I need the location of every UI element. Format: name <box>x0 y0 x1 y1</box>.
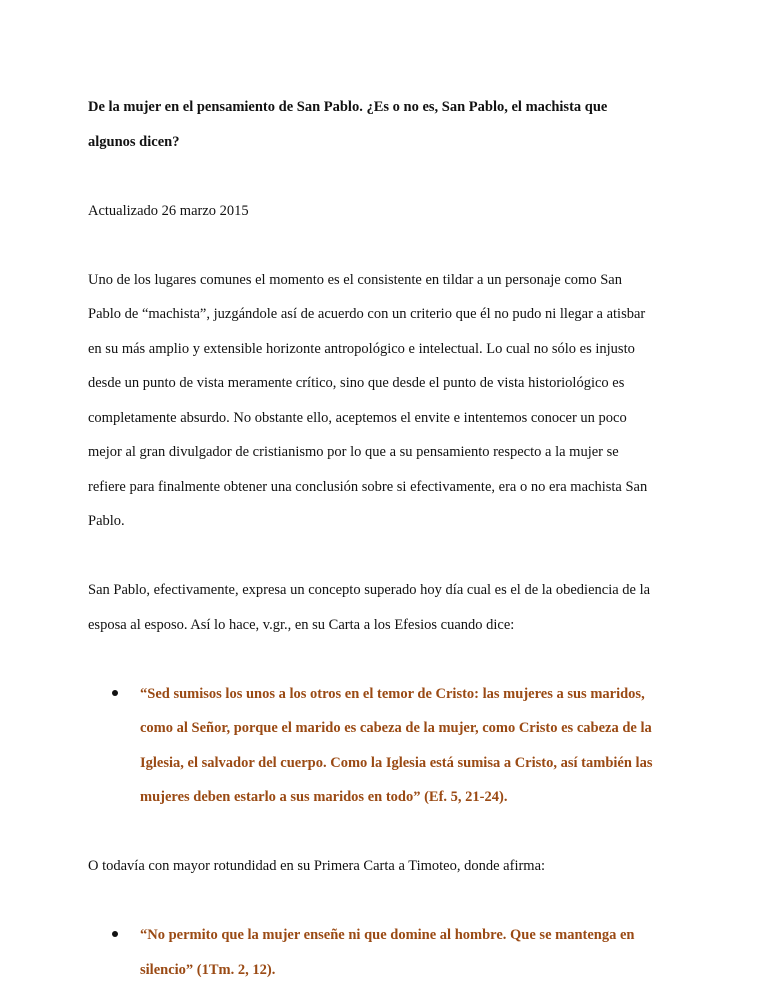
quote-line: “No permito que la mujer enseñe ni que domine al hombre. Que se mantenga en <box>140 927 635 943</box>
bullet-icon <box>112 931 118 937</box>
text-line: Pablo de “machista”, juzgándole así de acuerdo con un criterio que él no pudo ni llegar a atisbar <box>88 306 646 322</box>
text-line: Pablo. <box>88 513 125 529</box>
quote-line: silencio” (1Tm. 2, 12). <box>140 961 276 978</box>
title-line: algunos dicen? <box>88 133 180 150</box>
text-line: desde un punto de vista meramente crítico, sino que desde el punto de vista historiológico es <box>88 375 625 391</box>
title-line: De la mujer en el pensamiento de San Pablo. ¿Es o no es, San Pablo, el machista que <box>88 99 608 115</box>
text-line: O todavía con mayor rotundidad en su Primera Carta a Timoteo, donde afirma: <box>88 858 546 874</box>
quote-line: Iglesia, el salvador del cuerpo. Como la Iglesia está sumisa a Cristo, así también las <box>140 754 653 771</box>
document-title <box>88 90 688 159</box>
quote-timothy <box>88 918 688 987</box>
text-line: mejor al gran divulgador de cristianismo por lo que a su pensamiento respecto a la mujer se <box>88 444 619 460</box>
quote-line: “Sed sumisos los unos a los otros en el temor de Cristo: las mujeres a sus maridos, <box>140 685 645 702</box>
text-line: San Pablo, efectivamente, expresa un concepto superado hoy día cual es el de la obediencia de la <box>88 582 651 598</box>
paragraph-3 <box>88 849 688 884</box>
text-line: en su más amplio y extensible horizonte antropológico e intelectual. Lo cual no sólo es injusto <box>88 340 635 357</box>
text-line: Uno de los lugares comunes el momento es el consistente en tildar a un personaje como San <box>88 271 622 288</box>
text-line: esposa al esposo. Así lo hace, v.gr., en su Carta a los Efesios cuando dice: <box>88 616 515 633</box>
text-line: refiere para finalmente obtener una conclusión sobre si efectivamente, era o no era machista San <box>88 478 648 495</box>
updated-date: Actualizado 26 marzo 2015 <box>88 202 249 219</box>
document-body <box>88 90 688 987</box>
paragraph-1 <box>88 263 688 539</box>
quote-line: como al Señor, porque el marido es cabeza de la mujer, como Cristo es cabeza de la <box>140 720 652 736</box>
bullet-icon <box>112 690 118 696</box>
text-line: completamente absurdo. No obstante ello, aceptemos el envite e intentemos conocer un poco <box>88 409 627 426</box>
quote-line: mujeres deben estarlo a sus maridos en todo” (Ef. 5, 21-24). <box>140 789 508 805</box>
quote-ephesians <box>88 677 688 815</box>
paragraph-2 <box>88 573 688 642</box>
